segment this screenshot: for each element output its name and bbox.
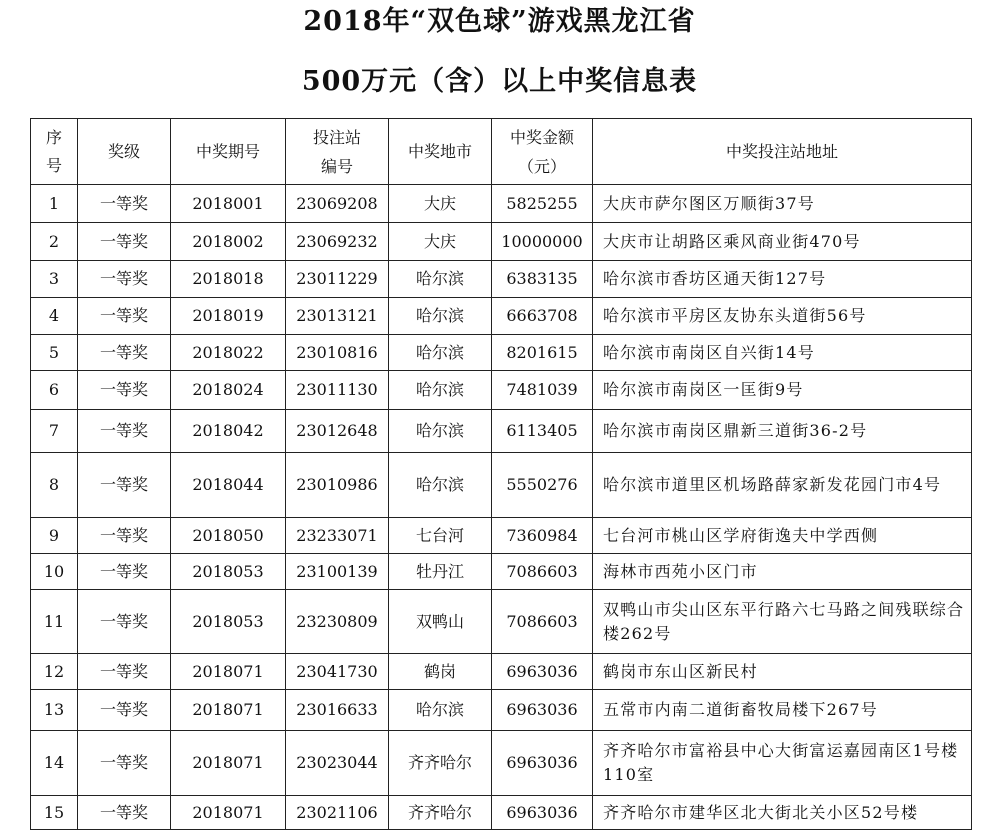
cell-amount: 6383135 [492, 261, 593, 298]
cell-seq: 3 [31, 261, 78, 298]
cell-amount: 7481039 [492, 371, 593, 410]
header-city: 中奖地市 [389, 119, 492, 185]
cell-seq: 14 [31, 731, 78, 796]
cell-seq: 11 [31, 590, 78, 654]
cell-amount: 6963036 [492, 654, 593, 690]
cell-period: 2018071 [171, 690, 286, 731]
cell-period: 2018042 [171, 410, 286, 453]
cell-level: 一等奖 [78, 654, 171, 690]
cell-city: 齐齐哈尔 [389, 731, 492, 796]
cell-period: 2018044 [171, 453, 286, 518]
cell-address: 大庆市让胡路区乘风商业街470号 [593, 223, 972, 261]
table-row [31, 731, 972, 796]
cell-city: 大庆 [389, 223, 492, 261]
cell-address: 哈尔滨市南岗区自兴街14号 [593, 335, 972, 371]
cell-station: 23023044 [286, 731, 389, 796]
table-row [31, 185, 972, 223]
cell-period: 2018002 [171, 223, 286, 261]
cell-level: 一等奖 [78, 731, 171, 796]
cell-level: 一等奖 [78, 410, 171, 453]
winners-table [30, 118, 972, 830]
cell-seq: 5 [31, 335, 78, 371]
cell-address: 齐齐哈尔市建华区北大街北关小区52号楼 [593, 796, 972, 830]
cell-level: 一等奖 [78, 371, 171, 410]
cell-seq: 13 [31, 690, 78, 731]
cell-period: 2018071 [171, 731, 286, 796]
cell-station: 23010816 [286, 335, 389, 371]
cell-address: 双鸭山市尖山区东平行路六七马路之间残联综合楼262号 [593, 590, 972, 654]
cell-address: 哈尔滨市道里区机场路薛家新发花园门市4号 [593, 453, 972, 518]
cell-seq: 6 [31, 371, 78, 410]
table-row [31, 371, 972, 410]
cell-seq: 15 [31, 796, 78, 830]
cell-city: 哈尔滨 [389, 261, 492, 298]
cell-level: 一等奖 [78, 335, 171, 371]
cell-level: 一等奖 [78, 518, 171, 554]
cell-amount: 7086603 [492, 590, 593, 654]
header-amount [492, 119, 593, 185]
cell-amount: 8201615 [492, 335, 593, 371]
cell-address: 五常市内南二道街畜牧局楼下267号 [593, 690, 972, 731]
cell-period: 2018024 [171, 371, 286, 410]
table-body [31, 185, 972, 830]
cell-amount: 6963036 [492, 690, 593, 731]
table-row [31, 518, 972, 554]
cell-seq: 2 [31, 223, 78, 261]
table-row [31, 590, 972, 654]
cell-station: 23013121 [286, 298, 389, 335]
cell-city: 牡丹江 [389, 554, 492, 590]
cell-station: 23069208 [286, 185, 389, 223]
cell-seq: 8 [31, 453, 78, 518]
cell-station: 23100139 [286, 554, 389, 590]
cell-seq: 4 [31, 298, 78, 335]
cell-amount: 7086603 [492, 554, 593, 590]
cell-period: 2018022 [171, 335, 286, 371]
table-row [31, 410, 972, 453]
cell-period: 2018071 [171, 796, 286, 830]
cell-amount: 6963036 [492, 731, 593, 796]
cell-city: 哈尔滨 [389, 335, 492, 371]
cell-address: 齐齐哈尔市富裕县中心大街富运嘉园南区1号楼110室 [593, 731, 972, 796]
cell-period: 2018053 [171, 590, 286, 654]
cell-period: 2018050 [171, 518, 286, 554]
cell-city: 鹤岗 [389, 654, 492, 690]
cell-level: 一等奖 [78, 453, 171, 518]
table-row [31, 554, 972, 590]
table-row [31, 298, 972, 335]
document-title-line-2: 500万元（含）以上中奖信息表 [301, 66, 698, 97]
cell-address: 哈尔滨市南岗区鼎新三道街36-2号 [593, 410, 972, 453]
cell-amount: 6663708 [492, 298, 593, 335]
cell-seq: 7 [31, 410, 78, 453]
cell-level: 一等奖 [78, 690, 171, 731]
cell-address: 哈尔滨市平房区友协东头道街56号 [593, 298, 972, 335]
cell-seq: 9 [31, 518, 78, 554]
cell-level: 一等奖 [78, 261, 171, 298]
header-station-line-1: 投注站 [312, 127, 361, 147]
cell-seq: 12 [31, 654, 78, 690]
header-amount-line-2: （元） [517, 156, 566, 176]
cell-level: 一等奖 [78, 223, 171, 261]
cell-seq: 10 [31, 554, 78, 590]
header-period: 中奖期号 [171, 119, 286, 185]
cell-city: 双鸭山 [389, 590, 492, 654]
cell-station: 23233071 [286, 518, 389, 554]
cell-amount: 5550276 [492, 453, 593, 518]
table-row [31, 690, 972, 731]
cell-period: 2018053 [171, 554, 286, 590]
cell-station: 23041730 [286, 654, 389, 690]
cell-level: 一等奖 [78, 298, 171, 335]
cell-station: 23011229 [286, 261, 389, 298]
cell-city: 哈尔滨 [389, 371, 492, 410]
cell-period: 2018019 [171, 298, 286, 335]
cell-city: 哈尔滨 [389, 410, 492, 453]
cell-level: 一等奖 [78, 590, 171, 654]
header-station-line-2: 编号 [320, 156, 353, 176]
cell-period: 2018071 [171, 654, 286, 690]
cell-city: 大庆 [389, 185, 492, 223]
cell-address: 哈尔滨市南岗区一匡街9号 [593, 371, 972, 410]
cell-address: 哈尔滨市香坊区通天街127号 [593, 261, 972, 298]
cell-address: 鹤岗市东山区新民村 [593, 654, 972, 690]
cell-station: 23021106 [286, 796, 389, 830]
cell-period: 2018001 [171, 185, 286, 223]
cell-city: 哈尔滨 [389, 298, 492, 335]
table-header-row [31, 119, 972, 185]
header-address: 中奖投注站地址 [593, 119, 972, 185]
table-row [31, 654, 972, 690]
cell-amount: 5825255 [492, 185, 593, 223]
cell-address: 海林市西苑小区门市 [593, 554, 972, 590]
document-title-line-1: 2018年“双色球”游戏黑龙江省 [303, 6, 696, 37]
header-station [286, 119, 389, 185]
cell-amount: 7360984 [492, 518, 593, 554]
cell-city: 哈尔滨 [389, 690, 492, 731]
cell-station: 23012648 [286, 410, 389, 453]
header-level: 奖级 [78, 119, 171, 185]
cell-level: 一等奖 [78, 796, 171, 830]
cell-city: 哈尔滨 [389, 453, 492, 518]
cell-address: 七台河市桃山区学府街逸夫中学西侧 [593, 518, 972, 554]
table-row [31, 796, 972, 830]
table-row [31, 223, 972, 261]
cell-level: 一等奖 [78, 554, 171, 590]
cell-seq: 1 [31, 185, 78, 223]
cell-amount: 6963036 [492, 796, 593, 830]
header-amount-line-1: 中奖金额 [509, 127, 574, 147]
cell-level: 一等奖 [78, 185, 171, 223]
cell-amount: 10000000 [492, 223, 593, 261]
header-seq: 序号 [31, 119, 78, 185]
cell-address: 大庆市萨尔图区万顺街37号 [593, 185, 972, 223]
cell-station: 23016633 [286, 690, 389, 731]
cell-amount: 6113405 [492, 410, 593, 453]
table-row [31, 335, 972, 371]
cell-station: 23010986 [286, 453, 389, 518]
cell-city: 齐齐哈尔 [389, 796, 492, 830]
cell-station: 23011130 [286, 371, 389, 410]
table-row [31, 261, 972, 298]
cell-period: 2018018 [171, 261, 286, 298]
cell-city: 七台河 [389, 518, 492, 554]
cell-station: 23069232 [286, 223, 389, 261]
table-row [31, 453, 972, 518]
cell-station: 23230809 [286, 590, 389, 654]
